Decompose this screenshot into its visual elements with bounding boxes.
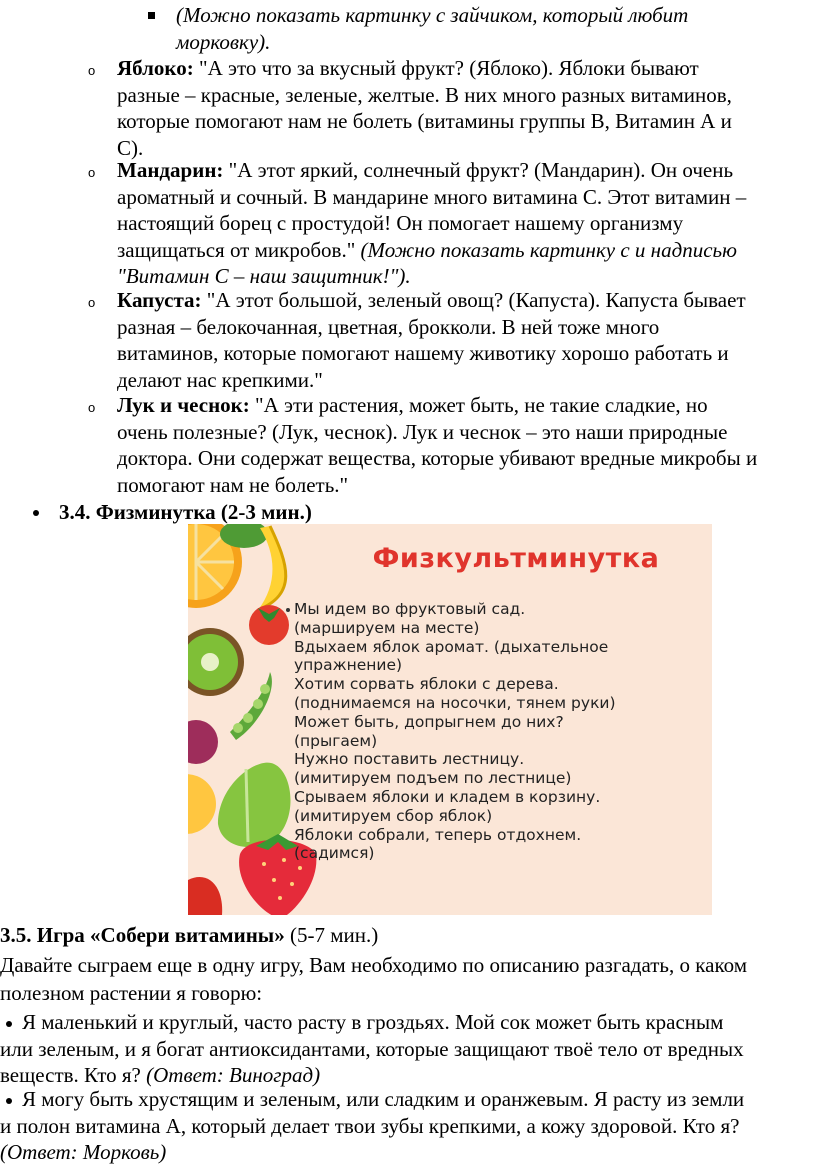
poster-line: (прыгаем) xyxy=(294,731,378,750)
text-line: (Можно показать картинку с зайчиком, который любит xyxy=(176,3,689,27)
item-label: Капуста: xyxy=(117,288,202,312)
text-line: очень полезные? (Лук, чеснок). Лук и чеснок – это наши природные xyxy=(117,419,728,444)
riddle-answer: (Ответ: Виноград) xyxy=(146,1063,321,1087)
riddle-grapes xyxy=(0,1009,816,1089)
text-line: С). xyxy=(117,135,144,160)
text-line: и полон витамина А, который делает твои зубы крепкими, а кожу здоровой. Кто я? xyxy=(0,1113,740,1138)
bullet-icon xyxy=(33,510,39,516)
text-line: морковку). xyxy=(176,29,271,54)
item-label: Мандарин: xyxy=(117,158,224,182)
text-line: веществ. Кто я? xyxy=(0,1063,147,1087)
top-item-text xyxy=(176,2,796,55)
text-line: или зеленым, и я богат антиоксидантами, которые защищают твоё тело от вредных xyxy=(0,1036,744,1061)
poster-line: (маршируем на месте) xyxy=(294,618,480,637)
poster-title: Физкультминутка xyxy=(372,543,660,574)
section-intro xyxy=(0,951,816,1007)
text-line: витаминов, которые помогают нашему животику хорошо работать и xyxy=(117,341,729,365)
text-line: Я могу быть хрустящим и зеленым, или сладким и оранжевым. Я расту из земли xyxy=(22,1087,745,1111)
fizminutka-poster xyxy=(188,524,712,915)
bullet-icon xyxy=(286,608,290,612)
circle-bullet-icon: o xyxy=(88,295,96,310)
text-line: полезном растении я говорю: xyxy=(0,981,263,1005)
riddle-carrot xyxy=(0,1086,816,1166)
item-label: Яблоко: xyxy=(117,56,194,80)
section-title: 3.5. Игра «Собери витамины» xyxy=(0,923,285,947)
item-label: Лук и чеснок: xyxy=(117,393,250,417)
text-line: доктора. Они содержат вещества, которые убивают вредные микробы и xyxy=(117,446,758,470)
text-line: "А это что за вкусный фрукт? (Яблоко). Яблоки бывают xyxy=(193,56,699,80)
poster-line: Может быть, допрыгнем до них? xyxy=(294,712,564,731)
section-heading-3-5 xyxy=(0,922,816,949)
list-item-mandarin xyxy=(117,157,807,290)
circle-bullet-icon: o xyxy=(88,400,96,415)
text-line: защищаться от микробов." xyxy=(117,237,361,262)
italic-note: (Можно показать картинку с и надписью xyxy=(360,237,737,262)
poster-line: (имитируем сбор яблок) xyxy=(294,806,493,825)
section-heading-3-4: 3.4. Физминутка (2-3 мин.) xyxy=(59,500,312,524)
poster-line: Вдыхаем яблок аромат. (дыхательное xyxy=(294,637,609,656)
poster-line: Мы идем во фруктовый сад. xyxy=(294,600,526,618)
text-line: "А эти растения, может быть, не такие сладкие, но xyxy=(249,393,708,417)
text-line: помогают нам не болеть." xyxy=(117,472,349,497)
poster-line: упражнение) xyxy=(294,656,403,675)
text-line: Давайте сыграем еще в одну игру, Вам необходимо по описанию разгадать, о каком xyxy=(0,953,747,977)
poster-line: Нужно поставить лестницу. xyxy=(294,750,525,769)
text-line: которые помогают нам не болеть (витамины группы В, Витамин А и xyxy=(117,109,732,133)
poster-line: Срываем яблоки и кладем в корзину. xyxy=(294,787,601,806)
text-line: "А этот большой, зеленый овощ? (Капуста). Капуста бывает xyxy=(201,288,746,312)
italic-note: "Витамин С – наш защитник!"). xyxy=(117,264,411,288)
text-line: ароматный и сочный. В мандарине много витамина С. Этот витамин – xyxy=(117,184,747,209)
text-line: "А этот яркий, солнечный фрукт? (Мандарин). Он очень xyxy=(223,158,734,182)
poster-line: Яблоки собрали, теперь отдохнем. xyxy=(294,825,582,844)
circle-bullet-icon: o xyxy=(88,63,96,78)
poster-line: (поднимаемся на носочки, тянем руки) xyxy=(294,693,616,712)
text-line: Я маленький и круглый, часто расту в гроздьях. Мой сок может быть красным xyxy=(22,1010,724,1034)
poster-line: Хотим сорвать яблоки с дерева. xyxy=(294,675,559,694)
text-line: разные – красные, зеленые, желтые. В них много разных витаминов, xyxy=(117,82,732,107)
poster-line: (садимся) xyxy=(294,844,375,863)
section-duration: (5-7 мин.) xyxy=(284,923,379,947)
text-line: делают нас крепкими." xyxy=(117,367,323,392)
text-line: разная – белокочанная, цветная, брокколи. В ней тоже много xyxy=(117,314,660,339)
list-item-onion-garlic xyxy=(117,392,807,498)
circle-bullet-icon: o xyxy=(88,165,96,180)
list-item-apple xyxy=(117,55,807,161)
poster-lines xyxy=(294,600,694,863)
riddle-answer: (Ответ: Морковь) xyxy=(0,1140,167,1164)
list-item-cabbage xyxy=(117,287,807,393)
text-line: настоящий борец с простудой! Он помогает нашему организму xyxy=(117,211,684,235)
poster-line: (имитируем подъем по лестнице) xyxy=(294,769,572,788)
square-bullet-icon xyxy=(148,12,155,19)
